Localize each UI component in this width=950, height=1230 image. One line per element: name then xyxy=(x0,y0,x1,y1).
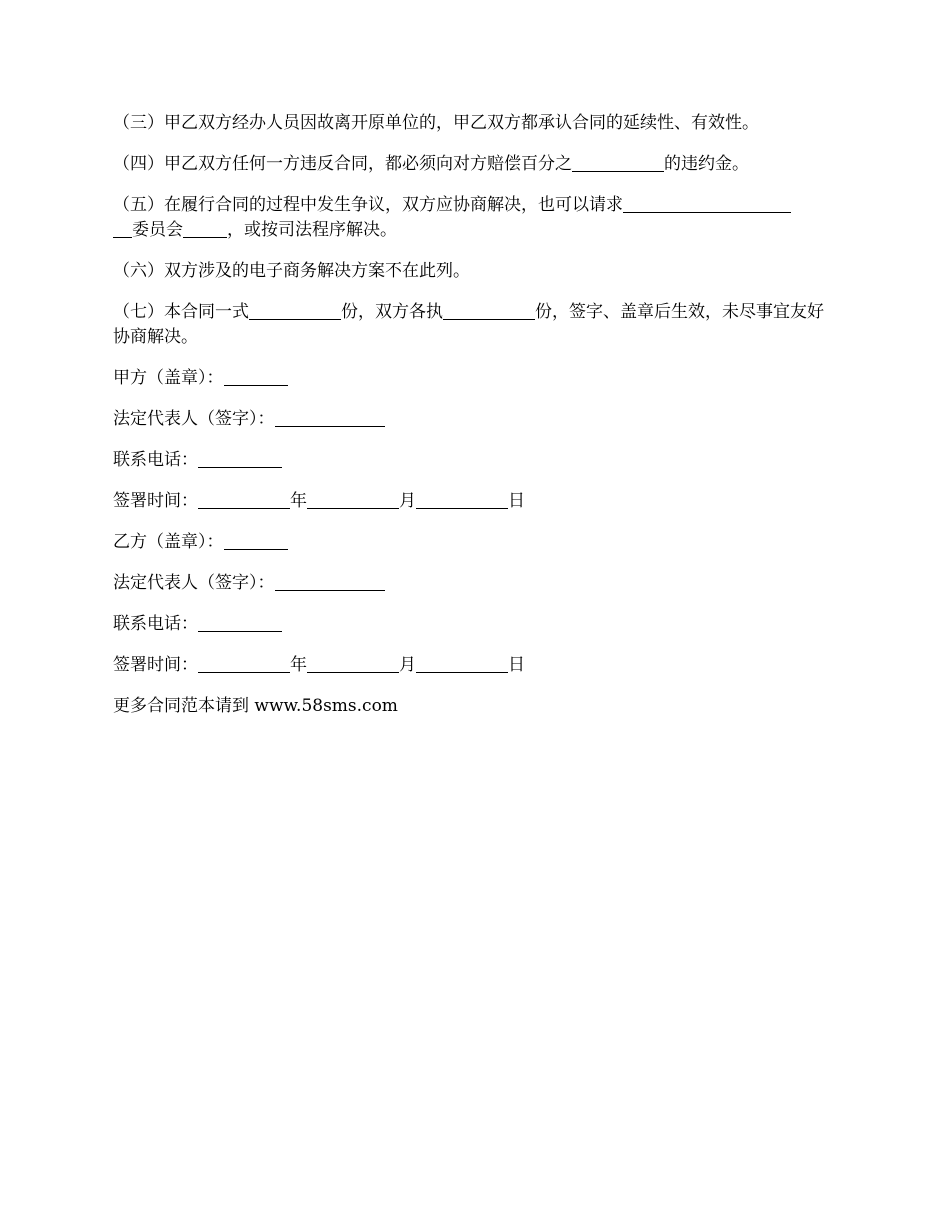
copies-total-blank xyxy=(249,302,341,320)
party-a-phone-line xyxy=(113,448,839,473)
party-a-day-label: 日 xyxy=(508,491,525,511)
clause-6-text: （六）双方涉及的电子商务解决方案不在此列。 xyxy=(113,261,470,281)
clause-5-text-post: ，或按司法程序解决。 xyxy=(227,220,397,240)
party-b-seal-label: 乙方（盖章）： xyxy=(113,532,224,552)
clause-5 xyxy=(113,193,839,243)
party-a-phone-label: 联系电话： xyxy=(113,450,198,470)
party-b-year-blank xyxy=(198,655,290,673)
party-a-month-label: 月 xyxy=(399,491,416,511)
penalty-percent-blank xyxy=(572,154,664,172)
party-a-year-blank xyxy=(198,491,290,509)
party-b-seal-line xyxy=(113,530,839,555)
clause-7 xyxy=(113,300,839,350)
party-a-year-label: 年 xyxy=(290,491,307,511)
clause-3 xyxy=(113,111,839,136)
clause-4 xyxy=(113,152,839,177)
clause-7-text-post: 份，签字、盖章后生效，未尽事宜友好协商解决。 xyxy=(113,302,824,347)
party-a-seal-label: 甲方（盖章）： xyxy=(113,368,224,388)
party-a-day-blank xyxy=(416,491,508,509)
clause-7-text-pre: （七）本合同一式 xyxy=(113,302,249,322)
party-b-day-blank xyxy=(416,655,508,673)
party-a-seal-line xyxy=(113,366,839,391)
party-b-date-line xyxy=(113,653,839,678)
party-b-month-label: 月 xyxy=(399,655,416,675)
copies-each-blank xyxy=(443,302,535,320)
party-b-day-label: 日 xyxy=(508,655,525,675)
party-b-date-label: 签署时间： xyxy=(113,655,198,675)
party-a-phone-blank xyxy=(198,450,282,468)
party-a-seal-blank xyxy=(224,368,288,386)
party-a-month-blank xyxy=(307,491,399,509)
party-b-phone-line xyxy=(113,612,839,637)
party-a-rep-line xyxy=(113,407,839,432)
party-a-date-label: 签署时间： xyxy=(113,491,198,511)
contract-page xyxy=(113,111,839,735)
party-a-rep-blank xyxy=(275,409,385,427)
party-a-date-line xyxy=(113,489,839,514)
clause-6 xyxy=(113,259,839,284)
clause-7-text-mid: 份，双方各执 xyxy=(341,302,443,322)
clause-3-text: （三）甲乙双方经办人员因故离开原单位的，甲乙双方都承认合同的延续性、有效性。 xyxy=(113,113,759,133)
arbitration-blank-1 xyxy=(623,195,791,213)
party-b-phone-blank xyxy=(198,614,282,632)
clause-4-text-post: 的违约金。 xyxy=(664,154,749,174)
party-b-year-label: 年 xyxy=(290,655,307,675)
clause-5-text-pre: （五）在履行合同的过程中发生争议，双方应协商解决，也可以请求 xyxy=(113,195,623,215)
clause-5-text-mid: 委员会 xyxy=(132,220,183,240)
arbitration-blank-2 xyxy=(113,220,132,238)
party-b-rep-label: 法定代表人（签字）： xyxy=(113,573,275,593)
footer-line xyxy=(113,694,839,719)
clause-4-text-pre: （四）甲乙双方任何一方违反合同，都必须向对方赔偿百分之 xyxy=(113,154,572,174)
committee-blank xyxy=(183,220,227,238)
party-b-seal-blank xyxy=(224,532,288,550)
party-b-phone-label: 联系电话： xyxy=(113,614,198,634)
party-b-month-blank xyxy=(307,655,399,673)
party-b-rep-line xyxy=(113,571,839,596)
party-a-rep-label: 法定代表人（签字）： xyxy=(113,409,275,429)
footer-text: 更多合同范本请到 www.58sms.com xyxy=(113,696,398,716)
party-b-rep-blank xyxy=(275,573,385,591)
